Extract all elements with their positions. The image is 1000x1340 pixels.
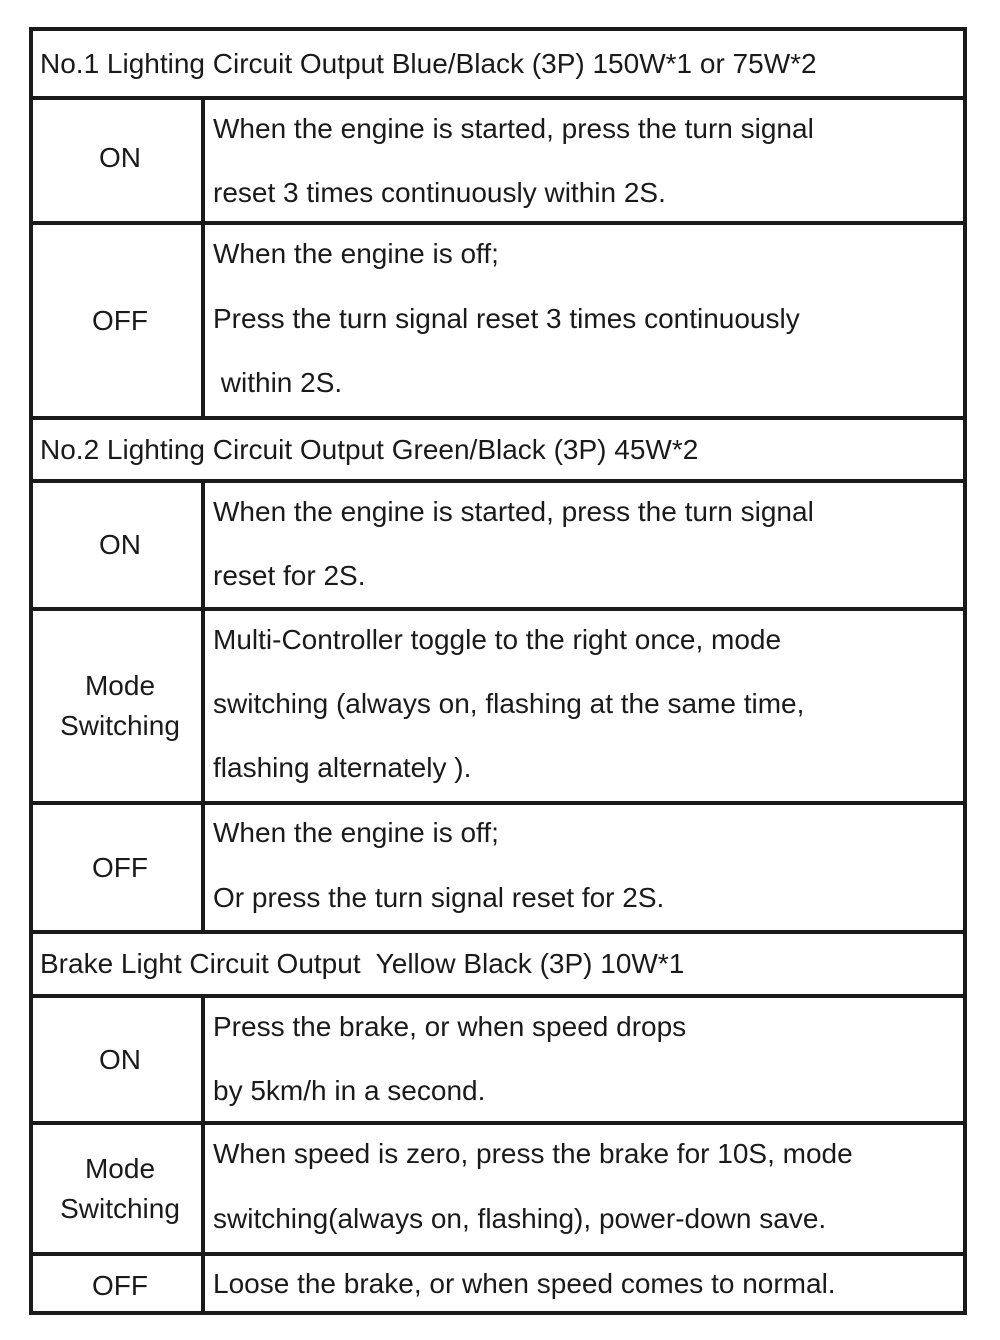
row-label: OFF bbox=[92, 1269, 148, 1301]
row-label: OFF bbox=[92, 304, 148, 336]
row-description bbox=[213, 998, 957, 1121]
table-row-no1-on bbox=[33, 100, 963, 225]
table-row-no2-mode-switching bbox=[33, 611, 963, 805]
row-description bbox=[213, 1125, 957, 1252]
description-line: Loose the brake, or when speed comes to normal. bbox=[213, 1268, 836, 1299]
row-description bbox=[213, 1256, 957, 1315]
row-label: OFF bbox=[92, 851, 148, 883]
description-line: switching (always on, flashing at the same time, bbox=[213, 688, 805, 719]
row-description bbox=[213, 100, 957, 221]
section-header-text: Brake Light Circuit Output Yellow Black (3P) 10W*1 bbox=[40, 948, 685, 979]
description-line: by 5km/h in a second. bbox=[213, 1075, 486, 1106]
table-row-brake-off bbox=[33, 1256, 963, 1315]
description-line: reset for 2S. bbox=[213, 560, 366, 591]
column-divider bbox=[201, 611, 205, 801]
table-row-no1-off bbox=[33, 225, 963, 420]
table-row-brake-on bbox=[33, 998, 963, 1125]
row-description bbox=[213, 805, 957, 930]
row-label: Mode Switching bbox=[60, 670, 180, 741]
row-label: ON bbox=[99, 141, 141, 173]
section-header-text: No.2 Lighting Circuit Output Green/Black (3P) 45W*2 bbox=[40, 433, 699, 465]
row-description bbox=[213, 483, 957, 607]
column-divider bbox=[201, 1256, 205, 1315]
table-row-brake-mode-switching bbox=[33, 1125, 963, 1256]
row-description bbox=[213, 225, 957, 416]
section-header-brake-light bbox=[33, 934, 963, 998]
description-line: When the engine is off; bbox=[213, 817, 499, 848]
description-line: When the engine is started, press the turn signal bbox=[213, 496, 814, 527]
description-line: When speed is zero, press the brake for 10S, mode bbox=[213, 1138, 853, 1169]
description-line: within 2S. bbox=[213, 367, 343, 398]
circuit-instruction-table bbox=[29, 27, 967, 1315]
table-row-no2-off bbox=[33, 805, 963, 934]
description-line: switching(always on, flashing), power-down save. bbox=[213, 1203, 827, 1234]
description-line: Press the brake, or when speed drops bbox=[213, 1011, 687, 1042]
column-divider bbox=[201, 998, 205, 1121]
column-divider bbox=[201, 805, 205, 930]
row-label: ON bbox=[99, 1043, 141, 1075]
description-line: When the engine is started, press the turn signal bbox=[213, 113, 814, 144]
description-line: Multi-Controller toggle to the right once, mode bbox=[213, 624, 782, 655]
table-row-no2-on bbox=[33, 483, 963, 611]
description-line: flashing alternately ). bbox=[213, 752, 472, 783]
column-divider bbox=[201, 483, 205, 607]
description-line: Press the turn signal reset 3 times continuously bbox=[213, 303, 800, 334]
section-header-no2-lighting bbox=[33, 420, 963, 483]
description-line: Or press the turn signal reset for 2S. bbox=[213, 882, 665, 913]
row-label: ON bbox=[99, 529, 141, 560]
description-line: reset 3 times continuously within 2S. bbox=[213, 177, 666, 208]
section-header-text: No.1 Lighting Circuit Output Blue/Black (3P) 150W*1 or 75W*2 bbox=[40, 47, 817, 79]
column-divider bbox=[201, 100, 205, 221]
section-header-no1-lighting bbox=[33, 31, 963, 100]
description-line: When the engine is off; bbox=[213, 238, 499, 269]
column-divider bbox=[201, 1125, 205, 1252]
column-divider bbox=[201, 225, 205, 416]
row-description bbox=[213, 611, 957, 801]
row-label: Mode Switching bbox=[60, 1152, 180, 1224]
